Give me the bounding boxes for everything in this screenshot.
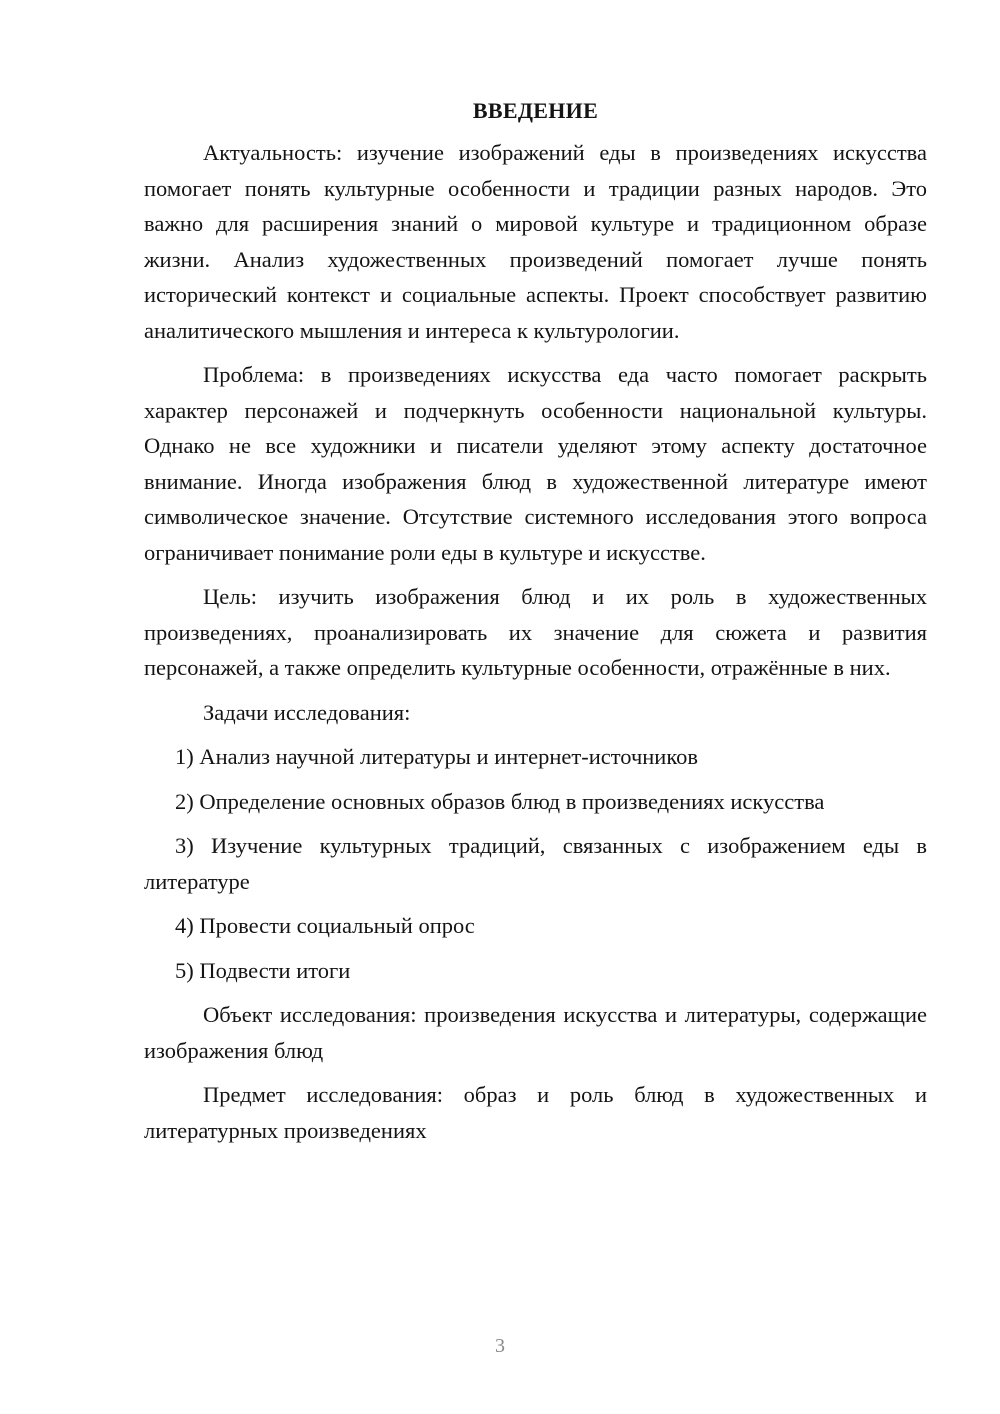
tasks-heading: Задачи исследования: bbox=[203, 699, 411, 725]
paragraph-goal: Цель: изучить изображения блюд и их роль в художественных произведениях, проанализировать их значение для сюжета и развития персонажей, а также определить культурные особенности, отражённые в них. bbox=[144, 584, 927, 680]
paragraph-relevance: Актуальность: изучение изображений еды в произведениях искусства помогает понять культурные особенности и традиции разных народов. Это важно для расширения знаний о мировой культуре и традиционном образе жизни. Анализ художественных произведений помогает лучше понять исторический контекст и социальные аспекты. Проект способствует развитию аналитического мышления и интереса к культурологии. bbox=[144, 140, 927, 343]
paragraph-object: Объект исследования: произведения искусства и литературы, содержащие изображения блюд bbox=[144, 1002, 927, 1063]
task-item-5: 5) Подвести итоги bbox=[175, 957, 351, 983]
tasks-list bbox=[144, 739, 927, 988]
task-item-3: 3) Изучение культурных традиций, связанных с изображением еды в литературе bbox=[144, 833, 927, 894]
paragraph-problem: Проблема: в произведениях искусства еда часто помогает раскрыть характер персонажей и подчеркнуть особенности национальной культуры. Однако не все художники и писатели уделяют этому аспекту достаточное внимание. Иногда изображения блюд в художественной литературе имеют символическое значение. Отсутствие системного исследования этого вопроса ограничивает понимание роли еды в культуре и искусстве. bbox=[144, 362, 927, 565]
page-number: 3 bbox=[495, 1335, 505, 1357]
task-item-4: 4) Провести социальный опрос bbox=[175, 913, 475, 938]
task-item-1: 1) Анализ научной литературы и интернет-источников bbox=[175, 744, 699, 769]
paragraph-subject: Предмет исследования: образ и роль блюд в художественных и литературных произведениях bbox=[144, 1082, 927, 1143]
task-item-2: 2) Определение основных образов блюд в произведениях искусства bbox=[175, 788, 825, 814]
document-body bbox=[144, 93, 927, 1157]
page-title: ВВЕДЕНИЕ bbox=[472, 98, 599, 123]
